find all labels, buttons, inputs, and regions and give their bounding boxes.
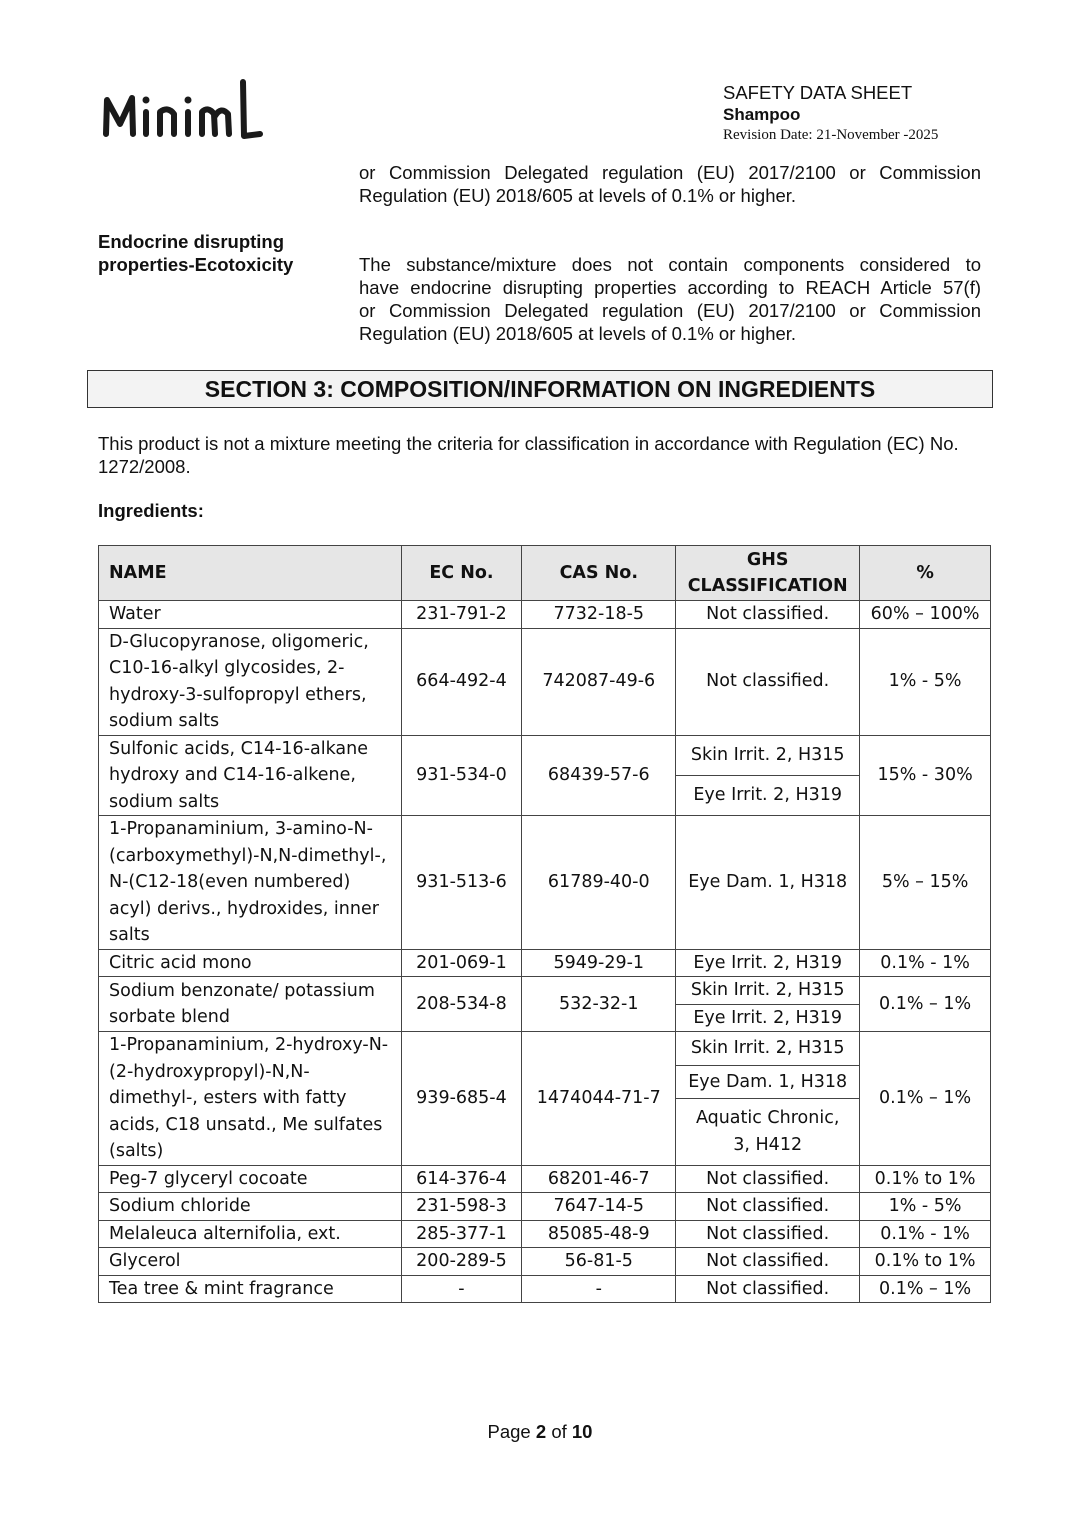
cell-name: Tea tree & mint fragrance [99, 1275, 402, 1303]
cell-ghs: Skin Irrit. 2, H315 [676, 735, 860, 775]
cell-percent: 0.1% – 1% [860, 1275, 991, 1303]
column-header-percent: % [860, 546, 991, 601]
cell-name: Sodium chloride [99, 1193, 402, 1221]
endocrine-paragraph [359, 253, 981, 345]
paragraph-line: Regulation (EU) 2018/605 at levels of 0.1% or higher. [359, 323, 797, 344]
cell-percent: 1% - 5% [860, 628, 991, 735]
cell-ghs: Not classified. [676, 1275, 860, 1303]
cell-name: D-Glucopyranose, oligomeric, C10-16-alkyl glycosides, 2-hydroxy-3-sulfopropyl ethers, sodium salts [99, 628, 402, 735]
column-header-name: NAME [99, 546, 402, 601]
cell-name: Sodium benzonate/ potassium sorbate blend [99, 977, 402, 1032]
cell-ghs: Not classified. [676, 1248, 860, 1276]
cell-cas: 1474044-71-7 [522, 1032, 676, 1166]
cell-percent: 0.1% - 1% [860, 1220, 991, 1248]
cell-ghs: Not classified. [676, 628, 860, 735]
cell-ec: 231-598-3 [401, 1193, 522, 1221]
cell-ghs: Eye Irrit. 2, H319 [676, 1004, 860, 1032]
endocrine-label-line: Endocrine disrupting [98, 231, 285, 252]
cell-ghs: Aquatic Chronic, 3, H412 [676, 1099, 860, 1165]
cell-percent: 5% – 15% [860, 816, 991, 950]
table-body [99, 601, 991, 1303]
cell-name: Citric acid mono [99, 949, 402, 977]
table-row [99, 1032, 991, 1066]
table-row [99, 735, 991, 775]
cell-ec: 931-513-6 [401, 816, 522, 950]
continuation-paragraph [359, 161, 981, 207]
table-header-row [99, 546, 991, 601]
cell-ec: 201-069-1 [401, 949, 522, 977]
table-row [99, 1165, 991, 1193]
cell-percent: 15% - 30% [860, 735, 991, 816]
cell-percent: 0.1% to 1% [860, 1248, 991, 1276]
cell-percent: 60% – 100% [860, 601, 991, 629]
page-of: of [551, 1421, 567, 1442]
section-intro: This product is not a mixture meeting the criteria for classification in accordance with Regulation (EC) No. 1272/2008. [98, 433, 959, 477]
column-header-ec: EC No. [401, 546, 522, 601]
revision-date: Revision Date: 21-November -2025 [723, 127, 939, 143]
cell-percent: 0.1% – 1% [860, 1032, 991, 1166]
endocrine-label-line: properties-Ecotoxicity [98, 254, 294, 275]
cell-ghs: Not classified. [676, 601, 860, 629]
cell-percent: 0.1% - 1% [860, 949, 991, 977]
cell-ghs: Skin Irrit. 2, H315 [676, 977, 860, 1005]
ghs-header-line: CLASSIFICATION [687, 576, 848, 596]
cell-ghs: Eye Dam. 1, H318 [676, 1065, 860, 1099]
cell-ghs: Eye Irrit. 2, H319 [676, 775, 860, 815]
cell-ec: 614-376-4 [401, 1165, 522, 1193]
ingredients-label: Ingredients: [98, 500, 204, 521]
endocrine-label [98, 230, 293, 276]
cell-ec: 664-492-4 [401, 628, 522, 735]
cell-cas: 532-32-1 [522, 977, 676, 1032]
table-row [99, 977, 991, 1005]
page-total: 10 [571, 1421, 593, 1442]
cell-ghs: Not classified. [676, 1220, 860, 1248]
page-number: 2 [535, 1421, 547, 1442]
ingredients-table [98, 545, 991, 1303]
cell-percent: 0.1% to 1% [860, 1165, 991, 1193]
paragraph-line: or Commission Delegated regulation (EU) 2017/2100 or Commission [359, 300, 981, 321]
ghs-header-line: GHS [746, 549, 789, 570]
table-row [99, 1248, 991, 1276]
paragraph-line: Regulation (EU) 2018/605 at levels of 0.1% or higher. [359, 185, 797, 206]
cell-cas: 7647-14-5 [522, 1193, 676, 1221]
cell-ghs: Eye Dam. 1, H318 [676, 816, 860, 950]
cell-name: Water [99, 601, 402, 629]
cell-ec: - [401, 1275, 522, 1303]
section-title: SECTION 3: COMPOSITION/INFORMATION ON INGREDIENTS [87, 370, 993, 408]
product-name: Shampoo [723, 105, 801, 124]
cell-name: Melaleuca alternifolia, ext. [99, 1220, 402, 1248]
document-header [723, 82, 938, 144]
cell-cas: 7732-18-5 [522, 601, 676, 629]
cell-cas: 61789-40-0 [522, 816, 676, 950]
cell-percent: 0.1% – 1% [860, 977, 991, 1032]
table-row [99, 1275, 991, 1303]
table-row [99, 949, 991, 977]
cell-cas: 742087-49-6 [522, 628, 676, 735]
table-row [99, 1220, 991, 1248]
cell-name: 1-Propanaminium, 2-hydroxy-N-(2-hydroxypropyl)-N,N-dimethyl-, esters with fatty acids, C18 unsatd., Me sulfates (salts) [99, 1032, 402, 1166]
cell-ec: 939-685-4 [401, 1032, 522, 1166]
cell-ec: 931-534-0 [401, 735, 522, 816]
table-row [99, 628, 991, 735]
cell-cas: 85085-48-9 [522, 1220, 676, 1248]
miniml-logo [98, 72, 268, 148]
cell-ghs: Skin Irrit. 2, H315 [676, 1032, 860, 1066]
cell-cas: 68439-57-6 [522, 735, 676, 816]
cell-ec: 231-791-2 [401, 601, 522, 629]
table-row [99, 601, 991, 629]
column-header-cas: CAS No. [522, 546, 676, 601]
table-row [99, 816, 991, 950]
cell-ec: 200-289-5 [401, 1248, 522, 1276]
table-row [99, 1193, 991, 1221]
cell-cas: 5949-29-1 [522, 949, 676, 977]
cell-ghs: Not classified. [676, 1165, 860, 1193]
page-footer [0, 1421, 1080, 1443]
column-header-ghs [676, 546, 860, 601]
paragraph-line: The substance/mixture does not contain components considered to [359, 254, 981, 275]
page-prefix: Page [487, 1421, 531, 1442]
cell-percent: 1% - 5% [860, 1193, 991, 1221]
cell-cas: 56-81-5 [522, 1248, 676, 1276]
cell-ghs: Not classified. [676, 1193, 860, 1221]
cell-name: Sulfonic acids, C14-16-alkane hydroxy and C14-16-alkene, sodium salts [99, 735, 402, 816]
cell-ec: 208-534-8 [401, 977, 522, 1032]
paragraph-line: have endocrine disrupting properties according to REACH Article 57(f) [359, 277, 981, 298]
cell-cas: - [522, 1275, 676, 1303]
cell-cas: 68201-46-7 [522, 1165, 676, 1193]
cell-name: Peg-7 glyceryl cocoate [99, 1165, 402, 1193]
cell-name: Glycerol [99, 1248, 402, 1276]
cell-ghs: Eye Irrit. 2, H319 [676, 949, 860, 977]
cell-name: 1-Propanaminium, 3-amino-N-(carboxymethyl)-N,N-dimethyl-, N-(C12-18(even numbered) acyl) derivs., hydroxides, inner salts [99, 816, 402, 950]
doc-type: SAFETY DATA SHEET [723, 82, 913, 103]
paragraph-line: or Commission Delegated regulation (EU) 2017/2100 or Commission [359, 162, 981, 183]
cell-ec: 285-377-1 [401, 1220, 522, 1248]
